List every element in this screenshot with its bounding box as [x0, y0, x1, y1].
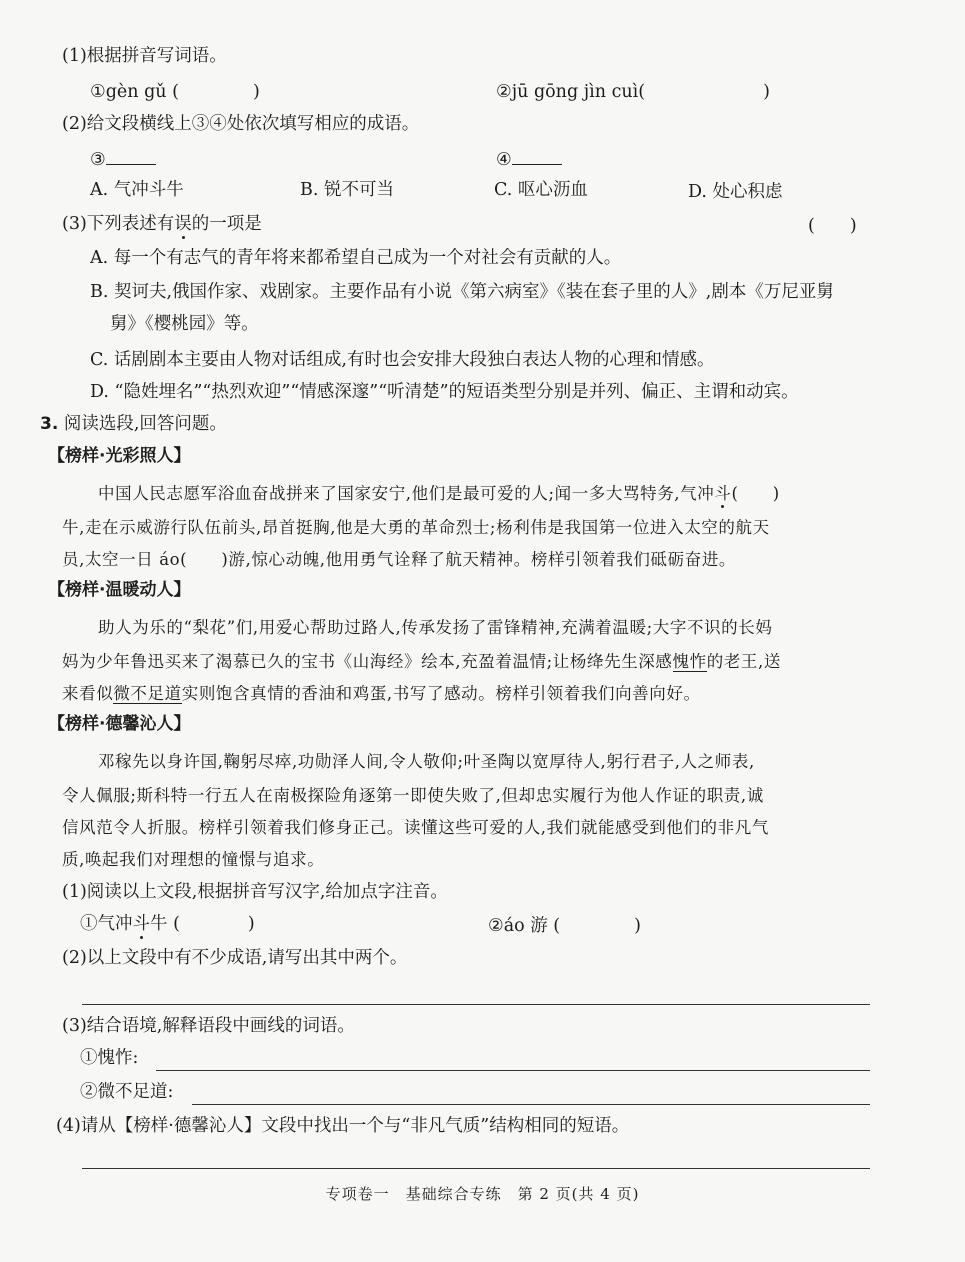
- page-footer: 专项卷一 基础综合专练 第 2 页(共 4 页): [325, 1185, 640, 1203]
- section-3-line-4: 质,唤起我们对理想的憧憬与追求。: [62, 850, 325, 869]
- q3-part3-item-a: ①愧怍:: [80, 1048, 139, 1068]
- answer-blank[interactable]: [512, 146, 562, 165]
- option-d: D. 处心积虑: [688, 182, 783, 202]
- section-heading-3: 【榜样·德馨沁人】: [48, 714, 191, 734]
- q2-part2-blank-3: ③: [90, 146, 156, 172]
- q2-part2-title: (2)给文段横线上③④处依次填写相应的成语。: [62, 114, 420, 134]
- section-2-line-1: 助人为乐的“梨花”们,用爱心帮助过路人,传承发扬了雷锋精神,充满着温暖;大字不识的长妈: [98, 618, 773, 637]
- q2-part1-item-b: ②jū gōng jìn cuì( ): [496, 82, 770, 102]
- q3-part3-item-b: ②微不足道:: [80, 1082, 174, 1102]
- section-3-line-3: 信风范令人折服。榜样引领着我们修身正己。读懂这些可爱的人,我们就能感受到他们的非凡气: [62, 818, 769, 837]
- q2-part1-title: (1)根据拼音写词语。: [62, 46, 227, 66]
- section-1-line-1: 中国人民志愿军浴血奋战拼来了国家安宁,他们是最可爱的人;闻一多大骂特务,气冲斗( ): [98, 484, 780, 503]
- answer-line[interactable]: [82, 1004, 870, 1005]
- q2-part3-option-c: C. 话剧剧本主要由人物对话组成,有时也会安排大段独白表达人物的心理和情感。: [90, 350, 715, 370]
- option-b: B. 锐不可当: [300, 180, 394, 200]
- q3-part2-title: (2)以上文段中有不少成语,请写出其中两个。: [62, 948, 408, 968]
- q2-part3-title: (3)下列表述有误的一项是: [62, 214, 262, 234]
- section-3-line-1: 邓稼先以身许国,鞠躬尽瘁,功勋泽人间,令人敬仰;叶圣陶以宽厚待人,躬行君子,人之师表,: [98, 752, 755, 771]
- underlined-word: 微不足道: [113, 684, 182, 703]
- answer-blank[interactable]: [106, 146, 156, 165]
- section-3-line-2: 令人佩服;斯科特一行五人在南极探险角逐第一即使失败了,但却忠实履行为他人作证的职责,诚: [62, 786, 764, 805]
- q3-part1-title: (1)阅读以上文段,根据拼音写汉字,给加点字注音。: [62, 882, 448, 902]
- q2-part3-option-a: A. 每一个有志气的青年将来都希望自己成为一个对社会有贡献的人。: [90, 248, 622, 268]
- section-heading-1: 【榜样·光彩照人】: [48, 446, 191, 466]
- section-1-line-3: 员,太空一日 áo( )游,惊心动魄,他用勇气诠释了航天精神。榜样引领着我们砥砺奋进。: [62, 550, 737, 569]
- q3-part1-item-b: ②áo 游 ( ): [488, 916, 641, 936]
- section-1-line-2: 牛,走在示威游行队伍前头,昂首挺胸,他是大勇的革命烈士;杨利伟是我国第一位进入太空的航天: [62, 518, 770, 537]
- answer-paren[interactable]: ( ): [808, 216, 857, 236]
- answer-line[interactable]: [82, 1168, 870, 1169]
- option-a: A. 气冲斗牛: [90, 180, 184, 200]
- q2-part2-blank-4: ④: [496, 146, 562, 172]
- q3-part4-title: (4)请从【榜样·德馨沁人】文段中找出一个与“非凡气质”结构相同的短语。: [56, 1116, 630, 1136]
- answer-line[interactable]: [156, 1070, 870, 1071]
- option-c: C. 呕心沥血: [494, 180, 588, 200]
- section-2-line-3: 来看似微不足道实则饱含真情的香油和鸡蛋,书写了感动。榜样引领着我们向善向好。: [62, 684, 701, 703]
- answer-line[interactable]: [192, 1104, 870, 1105]
- q2-part3-option-d: D. “隐姓埋名”“热烈欢迎”“情感深邃”“听清楚”的短语类型分别是并列、偏正、主谓和动宾。: [90, 382, 799, 402]
- underlined-word: 愧怍: [672, 652, 707, 671]
- q3-part3-title: (3)结合语境,解释语段中画线的词语。: [62, 1016, 355, 1036]
- question-3-heading: 3. 阅读选段,回答问题。: [40, 414, 227, 434]
- q2-part1-item-a: ①gèn gǔ ( ): [90, 82, 260, 102]
- q3-part1-item-a: ①气冲斗牛 ( ): [80, 914, 255, 934]
- section-2-line-2: 妈为少年鲁迅买来了渴慕已久的宝书《山海经》绘本,充盈着温情;让杨绛先生深感愧怍的老王,送: [62, 652, 781, 671]
- q2-part3-option-b-line1: B. 契诃夫,俄国作家、戏剧家。主要作品有小说《第六病室》《装在套子里的人》,剧本《万尼亚舅: [90, 282, 834, 302]
- section-heading-2: 【榜样·温暖动人】: [48, 580, 191, 600]
- q2-part3-option-b-line2: 舅》《樱桃园》等。: [110, 314, 259, 334]
